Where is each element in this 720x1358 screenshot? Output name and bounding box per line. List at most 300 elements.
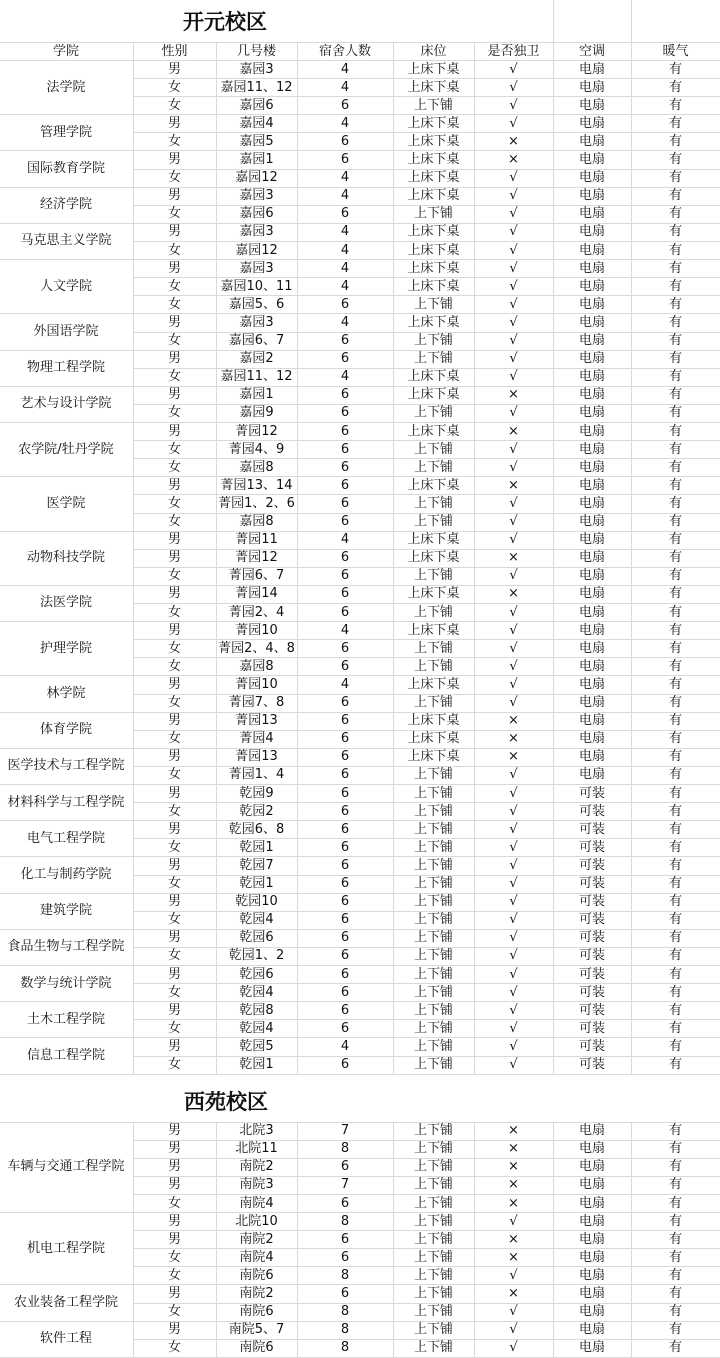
- building-cell[interactable]: 乾园7: [239, 857, 274, 873]
- private-bath-cell[interactable]: √: [509, 803, 518, 819]
- bed-type-cell[interactable]: 上下铺: [413, 767, 453, 783]
- bed-type-cell[interactable]: 上下铺: [413, 984, 453, 1000]
- gender-cell[interactable]: 男: [167, 115, 181, 131]
- gender-cell[interactable]: 女: [167, 731, 181, 747]
- room-size-cell[interactable]: 6: [340, 206, 350, 222]
- private-bath-cell[interactable]: √: [509, 188, 518, 204]
- private-bath-cell[interactable]: √: [509, 1038, 518, 1054]
- ac-cell[interactable]: 电扇: [578, 369, 605, 385]
- heating-cell[interactable]: 有: [668, 1177, 682, 1193]
- private-bath-cell[interactable]: ×: [508, 586, 519, 602]
- building-cell[interactable]: 乾园6: [239, 930, 274, 946]
- bed-type-cell[interactable]: 上床下桌: [407, 61, 460, 77]
- gender-cell[interactable]: 男: [167, 1002, 181, 1018]
- header-cell[interactable]: 性别: [161, 43, 188, 59]
- ac-cell[interactable]: 可装: [578, 1038, 605, 1054]
- gender-cell[interactable]: 女: [167, 441, 181, 457]
- room-size-cell[interactable]: 6: [340, 296, 350, 312]
- bed-type-cell[interactable]: 上下铺: [413, 296, 453, 312]
- building-cell[interactable]: 菁园12: [235, 423, 278, 439]
- building-cell[interactable]: 嘉园12: [235, 242, 278, 258]
- building-cell[interactable]: 嘉园1: [239, 387, 274, 403]
- ac-cell[interactable]: 电扇: [578, 1249, 605, 1265]
- bed-type-cell[interactable]: 上下铺: [413, 1231, 453, 1247]
- building-cell[interactable]: 乾园9: [239, 785, 274, 801]
- building-cell[interactable]: 乾园4: [239, 984, 274, 1000]
- bed-type-cell[interactable]: 上床下桌: [407, 586, 460, 602]
- gender-cell[interactable]: 女: [167, 97, 181, 113]
- heating-cell[interactable]: 有: [668, 640, 682, 656]
- bed-type-cell[interactable]: 上下铺: [413, 514, 453, 530]
- room-size-cell[interactable]: 6: [340, 97, 350, 113]
- gender-cell[interactable]: 女: [167, 369, 181, 385]
- bed-type-cell[interactable]: 上下铺: [413, 1141, 453, 1157]
- private-bath-cell[interactable]: √: [509, 984, 518, 1000]
- bed-type-cell[interactable]: 上下铺: [413, 1249, 453, 1265]
- private-bath-cell[interactable]: √: [509, 296, 518, 312]
- building-cell[interactable]: 嘉园12: [235, 170, 278, 186]
- college-cell[interactable]: 信息工程学院: [26, 1047, 105, 1063]
- room-size-cell[interactable]: 6: [340, 387, 350, 403]
- room-size-cell[interactable]: 8: [340, 1322, 350, 1338]
- heating-cell[interactable]: 有: [668, 1123, 682, 1139]
- gender-cell[interactable]: 男: [167, 894, 181, 910]
- room-size-cell[interactable]: 6: [340, 586, 350, 602]
- heating-cell[interactable]: 有: [668, 767, 682, 783]
- building-cell[interactable]: 南院6: [239, 1267, 274, 1283]
- building-cell[interactable]: 嘉园5、6: [228, 296, 285, 312]
- gender-cell[interactable]: 女: [167, 839, 181, 855]
- room-size-cell[interactable]: 6: [340, 423, 350, 439]
- building-cell[interactable]: 菁园13: [235, 713, 278, 729]
- room-size-cell[interactable]: 6: [340, 351, 350, 367]
- bed-type-cell[interactable]: 上下铺: [413, 604, 453, 620]
- private-bath-cell[interactable]: √: [509, 676, 518, 692]
- ac-cell[interactable]: 可装: [578, 966, 605, 982]
- room-size-cell[interactable]: 4: [340, 532, 350, 548]
- private-bath-cell[interactable]: ×: [508, 713, 519, 729]
- room-size-cell[interactable]: 4: [340, 188, 350, 204]
- room-size-cell[interactable]: 6: [340, 695, 350, 711]
- ac-cell[interactable]: 电扇: [578, 387, 605, 403]
- private-bath-cell[interactable]: √: [509, 369, 518, 385]
- bed-type-cell[interactable]: 上床下桌: [407, 713, 460, 729]
- private-bath-cell[interactable]: √: [509, 514, 518, 530]
- private-bath-cell[interactable]: ×: [508, 423, 519, 439]
- room-size-cell[interactable]: 6: [340, 930, 350, 946]
- ac-cell[interactable]: 电扇: [578, 242, 605, 258]
- bed-type-cell[interactable]: 上下铺: [413, 1159, 453, 1175]
- room-size-cell[interactable]: 6: [340, 876, 350, 892]
- heating-cell[interactable]: 有: [668, 1304, 682, 1320]
- ac-cell[interactable]: 可装: [578, 948, 605, 964]
- room-size-cell[interactable]: 6: [340, 912, 350, 928]
- college-cell[interactable]: 法医学院: [39, 595, 92, 611]
- heating-cell[interactable]: 有: [668, 459, 682, 475]
- building-cell[interactable]: 乾园5: [239, 1038, 274, 1054]
- college-cell[interactable]: 体育学院: [39, 722, 92, 738]
- heating-cell[interactable]: 有: [668, 314, 682, 330]
- room-size-cell[interactable]: 4: [340, 61, 350, 77]
- heating-cell[interactable]: 有: [668, 713, 682, 729]
- bed-type-cell[interactable]: 上床下桌: [407, 314, 460, 330]
- gender-cell[interactable]: 女: [167, 568, 181, 584]
- heating-cell[interactable]: 有: [668, 622, 682, 638]
- bed-type-cell[interactable]: 上下铺: [413, 930, 453, 946]
- room-size-cell[interactable]: 6: [340, 966, 350, 982]
- ac-cell[interactable]: 电扇: [578, 1322, 605, 1338]
- ac-cell[interactable]: 电扇: [578, 514, 605, 530]
- bed-type-cell[interactable]: 上下铺: [413, 1020, 453, 1036]
- ac-cell[interactable]: 电扇: [578, 1141, 605, 1157]
- college-cell[interactable]: 化工与制药学院: [20, 866, 112, 882]
- room-size-cell[interactable]: 6: [340, 1231, 350, 1247]
- heating-cell[interactable]: 有: [668, 1249, 682, 1265]
- building-cell[interactable]: 菁园4、9: [228, 441, 285, 457]
- college-cell[interactable]: 建筑学院: [39, 903, 92, 919]
- header-cell[interactable]: 床位: [420, 43, 447, 59]
- building-cell[interactable]: 南院4: [239, 1195, 274, 1211]
- building-cell[interactable]: 嘉园6: [239, 206, 274, 222]
- private-bath-cell[interactable]: √: [509, 459, 518, 475]
- gender-cell[interactable]: 女: [167, 514, 181, 530]
- gender-cell[interactable]: 女: [167, 948, 181, 964]
- private-bath-cell[interactable]: ×: [508, 152, 519, 168]
- heating-cell[interactable]: 有: [668, 876, 682, 892]
- building-cell[interactable]: 乾园1: [239, 876, 274, 892]
- private-bath-cell[interactable]: √: [509, 1267, 518, 1283]
- heating-cell[interactable]: 有: [668, 1267, 682, 1283]
- college-cell[interactable]: 动物科技学院: [26, 550, 105, 566]
- private-bath-cell[interactable]: √: [509, 857, 518, 873]
- header-cell[interactable]: 暖气: [662, 43, 689, 59]
- building-cell[interactable]: 嘉园8: [239, 514, 274, 530]
- gender-cell[interactable]: 女: [167, 1267, 181, 1283]
- room-size-cell[interactable]: 6: [340, 731, 350, 747]
- header-cell[interactable]: 空调: [578, 43, 605, 59]
- ac-cell[interactable]: 电扇: [578, 713, 605, 729]
- gender-cell[interactable]: 男: [167, 749, 181, 765]
- building-cell[interactable]: 乾园6: [239, 966, 274, 982]
- private-bath-cell[interactable]: √: [509, 894, 518, 910]
- room-size-cell[interactable]: 8: [340, 1304, 350, 1320]
- college-cell[interactable]: 护理学院: [39, 640, 92, 656]
- heating-cell[interactable]: 有: [668, 206, 682, 222]
- bed-type-cell[interactable]: 上床下桌: [407, 387, 460, 403]
- ac-cell[interactable]: 电扇: [578, 351, 605, 367]
- gender-cell[interactable]: 男: [167, 152, 181, 168]
- bed-type-cell[interactable]: 上下铺: [413, 1340, 453, 1356]
- gender-cell[interactable]: 女: [167, 133, 181, 149]
- room-size-cell[interactable]: 6: [340, 658, 350, 674]
- building-cell[interactable]: 嘉园2: [239, 351, 274, 367]
- bed-type-cell[interactable]: 上床下桌: [407, 676, 460, 692]
- ac-cell[interactable]: 电扇: [578, 441, 605, 457]
- ac-cell[interactable]: 电扇: [578, 459, 605, 475]
- gender-cell[interactable]: 女: [167, 278, 181, 294]
- gender-cell[interactable]: 女: [167, 1249, 181, 1265]
- gender-cell[interactable]: 女: [167, 1020, 181, 1036]
- private-bath-cell[interactable]: √: [509, 532, 518, 548]
- gender-cell[interactable]: 男: [167, 785, 181, 801]
- gender-cell[interactable]: 男: [167, 550, 181, 566]
- ac-cell[interactable]: 电扇: [578, 1123, 605, 1139]
- building-cell[interactable]: 北院3: [239, 1123, 274, 1139]
- room-size-cell[interactable]: 8: [340, 1340, 350, 1356]
- building-cell[interactable]: 菁园14: [235, 586, 278, 602]
- bed-type-cell[interactable]: 上下铺: [413, 894, 453, 910]
- building-cell[interactable]: 嘉园6: [239, 97, 274, 113]
- private-bath-cell[interactable]: √: [509, 912, 518, 928]
- gender-cell[interactable]: 男: [167, 1231, 181, 1247]
- room-size-cell[interactable]: 6: [340, 495, 350, 511]
- private-bath-cell[interactable]: ×: [508, 477, 519, 493]
- private-bath-cell[interactable]: √: [509, 441, 518, 457]
- room-size-cell[interactable]: 6: [340, 984, 350, 1000]
- heating-cell[interactable]: 有: [668, 97, 682, 113]
- room-size-cell[interactable]: 6: [340, 441, 350, 457]
- college-cell[interactable]: 国际教育学院: [26, 161, 105, 177]
- room-size-cell[interactable]: 4: [340, 260, 350, 276]
- building-cell[interactable]: 菁园1、4: [228, 767, 285, 783]
- gender-cell[interactable]: 女: [167, 876, 181, 892]
- gender-cell[interactable]: 男: [167, 1123, 181, 1139]
- college-cell[interactable]: 经济学院: [39, 197, 92, 213]
- ac-cell[interactable]: 可装: [578, 876, 605, 892]
- heating-cell[interactable]: 有: [668, 1020, 682, 1036]
- ac-cell[interactable]: 电扇: [578, 568, 605, 584]
- room-size-cell[interactable]: 7: [340, 1123, 350, 1139]
- private-bath-cell[interactable]: √: [509, 640, 518, 656]
- bed-type-cell[interactable]: 上床下桌: [407, 115, 460, 131]
- heating-cell[interactable]: 有: [668, 1159, 682, 1175]
- heating-cell[interactable]: 有: [668, 188, 682, 204]
- bed-type-cell[interactable]: 上下铺: [413, 839, 453, 855]
- ac-cell[interactable]: 可装: [578, 857, 605, 873]
- college-cell[interactable]: 电气工程学院: [26, 830, 105, 846]
- heating-cell[interactable]: 有: [668, 441, 682, 457]
- ac-cell[interactable]: 电扇: [578, 152, 605, 168]
- ac-cell[interactable]: 电扇: [578, 260, 605, 276]
- bed-type-cell[interactable]: 上下铺: [413, 821, 453, 837]
- private-bath-cell[interactable]: ×: [508, 749, 519, 765]
- building-cell[interactable]: 嘉园10、11: [220, 278, 293, 294]
- room-size-cell[interactable]: 6: [340, 459, 350, 475]
- college-cell[interactable]: 管理学院: [39, 124, 92, 140]
- heating-cell[interactable]: 有: [668, 695, 682, 711]
- ac-cell[interactable]: 电扇: [578, 1195, 605, 1211]
- gender-cell[interactable]: 男: [167, 821, 181, 837]
- private-bath-cell[interactable]: ×: [508, 133, 519, 149]
- private-bath-cell[interactable]: √: [509, 333, 518, 349]
- private-bath-cell[interactable]: √: [509, 206, 518, 222]
- private-bath-cell[interactable]: √: [509, 1020, 518, 1036]
- ac-cell[interactable]: 电扇: [578, 405, 605, 421]
- bed-type-cell[interactable]: 上下铺: [413, 351, 453, 367]
- bed-type-cell[interactable]: 上下铺: [413, 658, 453, 674]
- room-size-cell[interactable]: 8: [340, 1213, 350, 1229]
- heating-cell[interactable]: 有: [668, 1286, 682, 1302]
- building-cell[interactable]: 菁园4: [239, 731, 274, 747]
- bed-type-cell[interactable]: 上床下桌: [407, 749, 460, 765]
- bed-type-cell[interactable]: 上床下桌: [407, 133, 460, 149]
- room-size-cell[interactable]: 7: [340, 1177, 350, 1193]
- building-cell[interactable]: 嘉园6、7: [228, 333, 285, 349]
- bed-type-cell[interactable]: 上下铺: [413, 206, 453, 222]
- room-size-cell[interactable]: 4: [340, 676, 350, 692]
- bed-type-cell[interactable]: 上下铺: [413, 785, 453, 801]
- private-bath-cell[interactable]: √: [509, 622, 518, 638]
- college-cell[interactable]: 材料科学与工程学院: [7, 794, 125, 810]
- ac-cell[interactable]: 可装: [578, 785, 605, 801]
- gender-cell[interactable]: 男: [167, 676, 181, 692]
- heating-cell[interactable]: 有: [668, 405, 682, 421]
- building-cell[interactable]: 南院5、7: [228, 1322, 285, 1338]
- ac-cell[interactable]: 电扇: [578, 79, 605, 95]
- gender-cell[interactable]: 女: [167, 495, 181, 511]
- ac-cell[interactable]: 电扇: [578, 658, 605, 674]
- bed-type-cell[interactable]: 上下铺: [413, 640, 453, 656]
- ac-cell[interactable]: 可装: [578, 821, 605, 837]
- bed-type-cell[interactable]: 上下铺: [413, 1002, 453, 1018]
- bed-type-cell[interactable]: 上下铺: [413, 876, 453, 892]
- ac-cell[interactable]: 可装: [578, 894, 605, 910]
- gender-cell[interactable]: 女: [167, 296, 181, 312]
- heating-cell[interactable]: 有: [668, 948, 682, 964]
- ac-cell[interactable]: 电扇: [578, 731, 605, 747]
- bed-type-cell[interactable]: 上下铺: [413, 1304, 453, 1320]
- ac-cell[interactable]: 可装: [578, 839, 605, 855]
- private-bath-cell[interactable]: √: [509, 224, 518, 240]
- ac-cell[interactable]: 电扇: [578, 586, 605, 602]
- building-cell[interactable]: 嘉园11、12: [220, 369, 293, 385]
- bed-type-cell[interactable]: 上床下桌: [407, 170, 460, 186]
- gender-cell[interactable]: 女: [167, 170, 181, 186]
- room-size-cell[interactable]: 6: [340, 1057, 350, 1073]
- building-cell[interactable]: 嘉园3: [239, 260, 274, 276]
- heating-cell[interactable]: 有: [668, 260, 682, 276]
- gender-cell[interactable]: 男: [167, 260, 181, 276]
- heating-cell[interactable]: 有: [668, 1002, 682, 1018]
- building-cell[interactable]: 南院4: [239, 1249, 274, 1265]
- private-bath-cell[interactable]: √: [509, 1340, 518, 1356]
- private-bath-cell[interactable]: √: [509, 1322, 518, 1338]
- room-size-cell[interactable]: 6: [340, 333, 350, 349]
- bed-type-cell[interactable]: 上下铺: [413, 97, 453, 113]
- building-cell[interactable]: 菁园2、4: [228, 604, 285, 620]
- building-cell[interactable]: 南院6: [239, 1340, 274, 1356]
- college-cell[interactable]: 外国语学院: [33, 323, 99, 339]
- gender-cell[interactable]: 女: [167, 1304, 181, 1320]
- building-cell[interactable]: 乾园1、2: [228, 948, 285, 964]
- ac-cell[interactable]: 电扇: [578, 224, 605, 240]
- college-cell[interactable]: 农学院/牡丹学院: [18, 441, 114, 457]
- room-size-cell[interactable]: 6: [340, 1002, 350, 1018]
- gender-cell[interactable]: 女: [167, 658, 181, 674]
- building-cell[interactable]: 南院2: [239, 1159, 274, 1175]
- gender-cell[interactable]: 男: [167, 532, 181, 548]
- ac-cell[interactable]: 电扇: [578, 550, 605, 566]
- heating-cell[interactable]: 有: [668, 514, 682, 530]
- gender-cell[interactable]: 女: [167, 912, 181, 928]
- ac-cell[interactable]: 电扇: [578, 115, 605, 131]
- heating-cell[interactable]: 有: [668, 1322, 682, 1338]
- ac-cell[interactable]: 电扇: [578, 1213, 605, 1229]
- private-bath-cell[interactable]: √: [509, 314, 518, 330]
- private-bath-cell[interactable]: √: [509, 1213, 518, 1229]
- bed-type-cell[interactable]: 上下铺: [413, 1267, 453, 1283]
- bed-type-cell[interactable]: 上下铺: [413, 1286, 453, 1302]
- building-cell[interactable]: 菁园10: [235, 676, 278, 692]
- ac-cell[interactable]: 电扇: [578, 1267, 605, 1283]
- gender-cell[interactable]: 男: [167, 387, 181, 403]
- header-cell[interactable]: 宿舍人数: [318, 43, 371, 59]
- gender-cell[interactable]: 男: [167, 1286, 181, 1302]
- private-bath-cell[interactable]: ×: [508, 1177, 519, 1193]
- gender-cell[interactable]: 男: [167, 1141, 181, 1157]
- bed-type-cell[interactable]: 上下铺: [413, 966, 453, 982]
- private-bath-cell[interactable]: ×: [508, 1159, 519, 1175]
- college-cell[interactable]: 车辆与交通工程学院: [7, 1159, 125, 1175]
- college-cell[interactable]: 物理工程学院: [26, 360, 105, 376]
- room-size-cell[interactable]: 6: [340, 477, 350, 493]
- room-size-cell[interactable]: 8: [340, 1141, 350, 1157]
- ac-cell[interactable]: 电扇: [578, 1286, 605, 1302]
- room-size-cell[interactable]: 6: [340, 133, 350, 149]
- header-cell[interactable]: 学院: [52, 43, 79, 59]
- ac-cell[interactable]: 可装: [578, 1020, 605, 1036]
- private-bath-cell[interactable]: √: [509, 495, 518, 511]
- heating-cell[interactable]: 有: [668, 242, 682, 258]
- bed-type-cell[interactable]: 上床下桌: [407, 260, 460, 276]
- heating-cell[interactable]: 有: [668, 984, 682, 1000]
- gender-cell[interactable]: 男: [167, 477, 181, 493]
- private-bath-cell[interactable]: √: [509, 930, 518, 946]
- room-size-cell[interactable]: 4: [340, 224, 350, 240]
- room-size-cell[interactable]: 6: [340, 1020, 350, 1036]
- bed-type-cell[interactable]: 上床下桌: [407, 731, 460, 747]
- private-bath-cell[interactable]: √: [509, 79, 518, 95]
- gender-cell[interactable]: 男: [167, 586, 181, 602]
- heating-cell[interactable]: 有: [668, 803, 682, 819]
- ac-cell[interactable]: 电扇: [578, 170, 605, 186]
- gender-cell[interactable]: 男: [167, 1038, 181, 1054]
- building-cell[interactable]: 乾园4: [239, 912, 274, 928]
- bed-type-cell[interactable]: 上床下桌: [407, 188, 460, 204]
- gender-cell[interactable]: 男: [167, 1177, 181, 1193]
- room-size-cell[interactable]: 6: [340, 640, 350, 656]
- building-cell[interactable]: 嘉园4: [239, 115, 274, 131]
- private-bath-cell[interactable]: √: [509, 658, 518, 674]
- gender-cell[interactable]: 男: [167, 1213, 181, 1229]
- room-size-cell[interactable]: 4: [340, 369, 350, 385]
- heating-cell[interactable]: 有: [668, 1141, 682, 1157]
- college-cell[interactable]: 机电工程学院: [26, 1240, 105, 1256]
- heating-cell[interactable]: 有: [668, 1195, 682, 1211]
- ac-cell[interactable]: 可装: [578, 984, 605, 1000]
- ac-cell[interactable]: 电扇: [578, 749, 605, 765]
- heating-cell[interactable]: 有: [668, 333, 682, 349]
- bed-type-cell[interactable]: 上下铺: [413, 695, 453, 711]
- college-cell[interactable]: 食品生物与工程学院: [7, 939, 125, 955]
- gender-cell[interactable]: 女: [167, 242, 181, 258]
- building-cell[interactable]: 乾园8: [239, 1002, 274, 1018]
- ac-cell[interactable]: 可装: [578, 1002, 605, 1018]
- private-bath-cell[interactable]: √: [509, 61, 518, 77]
- bed-type-cell[interactable]: 上下铺: [413, 857, 453, 873]
- ac-cell[interactable]: 电扇: [578, 676, 605, 692]
- gender-cell[interactable]: 男: [167, 857, 181, 873]
